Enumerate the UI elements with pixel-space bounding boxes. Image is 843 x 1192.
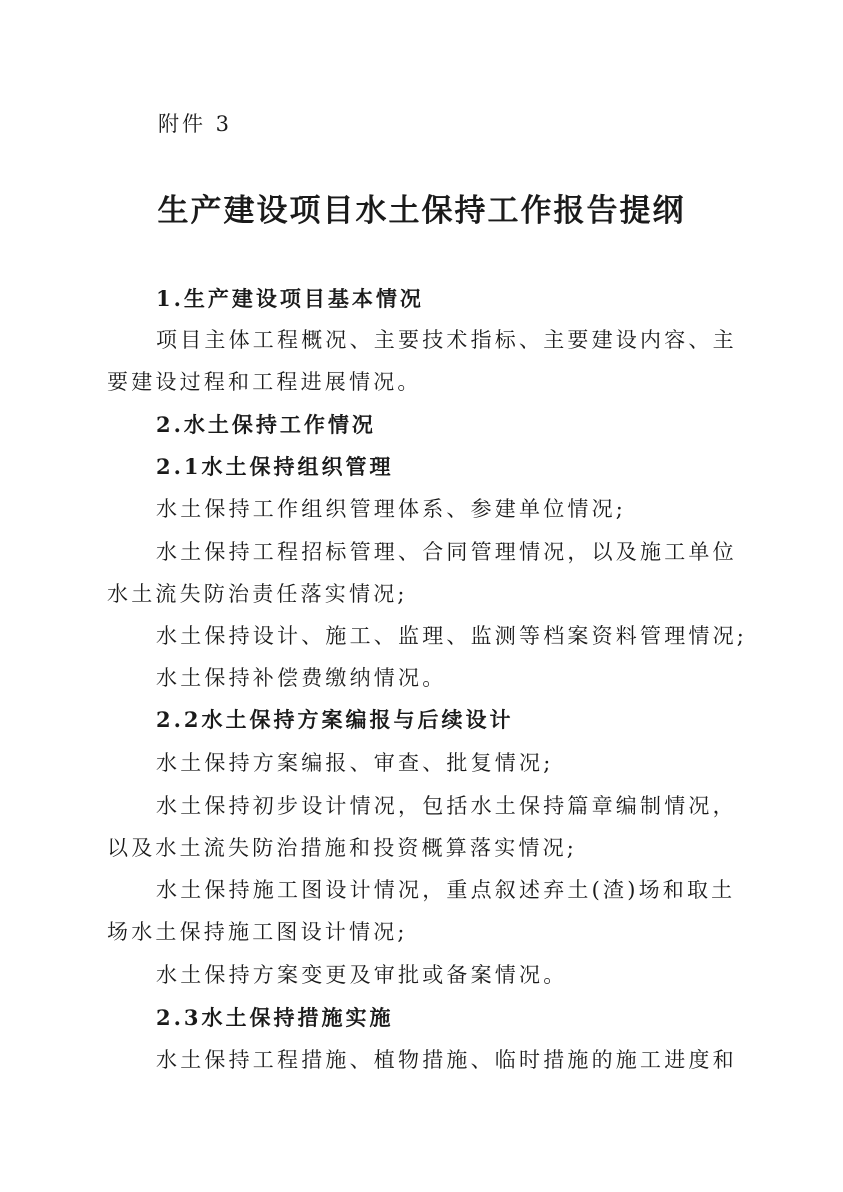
section-heading-2-2: 2.2水土保持方案编报与后续设计 <box>156 707 514 732</box>
section-heading-1: 1.生产建设项目基本情况 <box>156 286 424 311</box>
paragraph-line: 水土保持工程措施、植物措施、临时措施的施工进度和 <box>156 1048 737 1072</box>
paragraph-line: 水土保持工作组织管理体系、参建单位情况; <box>156 497 627 521</box>
paragraph-line: 水土保持方案变更及审批或备案情况。 <box>156 963 568 987</box>
section-heading-2: 2.水土保持工作情况 <box>156 412 376 437</box>
paragraph-line: 要建设过程和工程进展情况。 <box>107 370 422 394</box>
paragraph-line: 水土保持施工图设计情况，重点叙述弃土(渣)场和取土 <box>156 878 736 902</box>
paragraph-line: 水土保持补偿费缴纳情况。 <box>156 666 447 690</box>
paragraph-line: 水土保持方案编报、审查、批复情况; <box>156 751 554 775</box>
paragraph-line: 以及水土流失防治措施和投资概算落实情况; <box>107 836 578 860</box>
paragraph-line: 场水土保持施工图设计情况; <box>107 920 408 944</box>
paragraph-line: 水土保持初步设计情况，包括水土保持篇章编制情况， <box>156 794 737 818</box>
paragraph-line: 水土保持设计、施工、监理、监测等档案资料管理情况; <box>156 624 748 648</box>
document-title: 生产建设项目水土保持工作报告提纲 <box>157 193 686 229</box>
paragraph-line: 水土流失防治责任落实情况; <box>107 582 408 606</box>
attachment-label: 附件 3 <box>158 112 233 136</box>
section-heading-2-3: 2.3水土保持措施实施 <box>156 1005 394 1030</box>
paragraph-line: 水土保持工程招标管理、合同管理情况，以及施工单位 <box>156 540 737 564</box>
paragraph-line: 项目主体工程概况、主要技术指标、主要建设内容、主 <box>156 328 737 352</box>
section-heading-2-1: 2.1水土保持组织管理 <box>156 454 394 479</box>
